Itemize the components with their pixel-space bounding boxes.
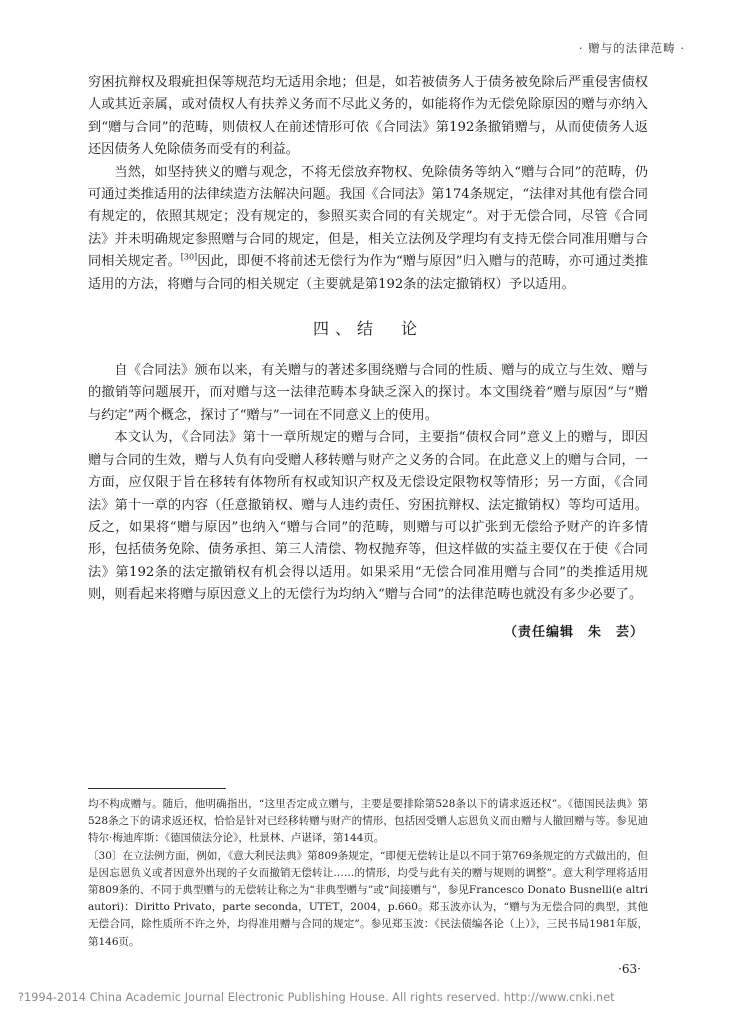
footnote-ref-30[interactable]: [30] (180, 252, 198, 262)
footnote-30 (88, 848, 648, 951)
footnote-continued: 均不构成赠与。随后，他明确指出，“这里否定成立赠与，主要是要排除第528条以下的请求返还权”。《德国民法典》第528条之下的请求返还权，恰恰是针对已经移转赠与财产的情形，包括因受赠人忘恩负义而由赠与人撤回赠与等。参见迪特尔·梅迪库斯：《德国债法分论》，杜景林、卢谌译，第144页。 (88, 798, 648, 845)
running-head: · 赠与的法律范畴 · (578, 41, 685, 55)
footnotes (88, 796, 648, 951)
footnote-divider (88, 788, 226, 789)
paragraph-conclusion-2: 本文认为，《合同法》第十一章所规定的赠与合同，主要指“债权合同”意义上的赠与，即因赠与合同的生效，赠与人负有向受赠人移转赠与财产之义务的合同。在此意义上的赠与合同，一方面，应仅限于旨在移转有体物所有权或知识产权及无偿设定限物权等情形；另一方面，《合同法》第十一章的内容（任意撤销权、赠与人违约责任、穷困抗辩权、法定撤销权）等均可适用。反之，如果将“赠与原因”也纳入“赠与合同”的范畴，则赠与可以扩张到无偿给予财产的许多情形，包括债务免除、债务承担、第三人清偿、物权抛弃等，但这样做的实益主要仅在于使《合同法》第192条的法定撤销权有机会得以适用。如果采用“无偿合同准用赠与合同”的类推适用规则，则看起来将赠与原因意义上的无偿行为均纳入“赠与合同”的法律范畴也就没有多少必要了。 (88, 430, 648, 603)
page-number: ·63· (618, 962, 641, 976)
editor-credit: （责任编辑 朱 芸） (503, 624, 644, 640)
paragraph-continued: 穷困抗辩权及瑕疵担保等规范均无适用余地；但是，如若被债务人于债务被免除后严重侵害债权人或其近亲属，或对债权人有扶养义务而不尽此义务的，如能将作为无偿免除原因的赠与亦纳入到“赠与合同”的范畴，则债权人在前述情形可依《合同法》第192条撤销赠与，从而使债务人返还因债务人免除债务而受有的利益。 (88, 75, 648, 158)
footnote-30-text: 在立法例方面，例如，《意大利民法典》第809条规定，“即便无偿转让是以不同于第769条规定的方式做出的，但是因忘恩负义或者因意外出现的子女而撤销无偿转让……的情形，均受与此有关的赠与规则的调整”。意大利学理将适用第809条的、不同于典型赠与的无偿转让称之为“非典型赠与”或“间接赠与”，参见Francesco Donato Busnelli(e altri autori)：Diritto Privato，parte seconda，UTET，2004，p.660。郑玉波亦认为，“赠与为无偿合同的典型，其他无偿合同，除性质所不许之外，均得准用赠与合同的规定”。参见郑玉波：《民法债编各论（上）》，三民书局1981年版，第146页。 (88, 849, 648, 948)
paragraph-conclusion-1: 自《合同法》颁布以来，有关赠与的著述多围绕赠与合同的性质、赠与的成立与生效、赠与的撤销等问题展开，而对赠与这一法律范畴本身缺乏深入的探讨。本文围绕着“赠与原因”与“赠与约定”两个概念，探讨了“赠与”一词在不同意义上的使用。 (88, 363, 648, 423)
footnote-30-label: 〔30〕 (88, 849, 123, 862)
paragraph-analogy-tail: 因此，即便不将前述无偿行为作为“赠与原因”归入赠与的范畴，亦可通过类推适用的方法，将赠与合同的相关规定（主要就是第192条的法定撤销权）予以适用。 (88, 254, 649, 292)
section-heading: 四、结 论 (312, 319, 423, 339)
main-text (88, 72, 648, 640)
paragraph-analogy-text: 当然，如坚持狭义的赠与观念，不将无偿放弃物权、免除债务等纳入“赠与合同”的范畴，仍可通过类推适用的法律续造方法解决问题。我国《合同法》第174条规定，“法律对其他有偿合同有规定的，依照其规定；没有规定的，参照买卖合同的有关规定”。对于无偿合同，尽管《合同法》并未明确规定参照赠与合同的规定，但是，相关立法例及学理均有支持无偿合同准用赠与合同相关规定者。 (88, 164, 648, 270)
copyright-notice: ?1994-2014 China Academic Journal Electronic Publishing House. All rights reserved. http://www.cnki.net (18, 991, 615, 1004)
paragraph-analogy (88, 162, 648, 296)
